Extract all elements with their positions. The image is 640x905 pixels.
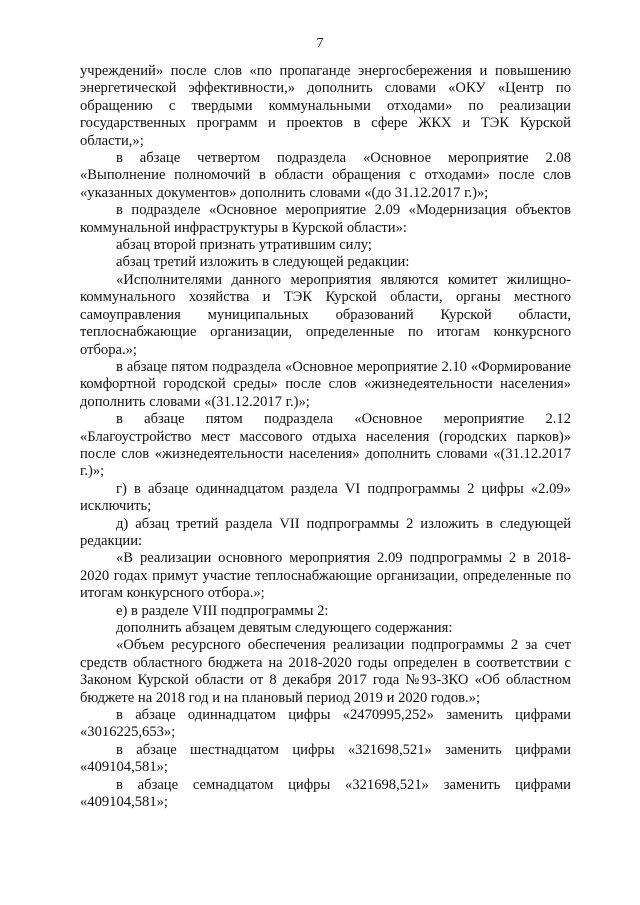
paragraph: в абзаце семнадцатом цифры «321698,521» заменить цифрами «409104,581»; xyxy=(80,776,571,811)
paragraph: «В реализации основного мероприятия 2.09 подпрограммы 2 в 2018-2020 годах примут участие теплоснабжающие организации, определенные по итогам конкурсного отбора.»; xyxy=(80,550,571,602)
paragraph: «Исполнителями данного мероприятия являются комитет жилищно-коммунального хозяйства и ТЭК Курской области, органы местного самоуправления муниципальных образований Курской области, теплоснабжающие организации, определенные по итогам конкурсного отбора.»; xyxy=(80,271,571,358)
paragraph: в абзаце четвертом подраздела «Основное мероприятие 2.08 «Выполнение полномочий в области обращения с отходами» после слов «указанных документов» дополнить словами «(до 31.12.2017 г.)»; xyxy=(80,150,571,201)
paragraph: в подразделе «Основное мероприятие 2.09 «Модернизация объектов коммунальной инфраструктуры в Курской области»: xyxy=(80,202,571,236)
paragraph: абзац второй признать утратившим силу; xyxy=(116,237,372,254)
paragraph: в абзаце пятом подраздела «Основное мероприятие 2.12 «Благоустройство мест массового отдыха населения (городских парков)» после слов «жизнедеятельности населения» дополнить словами «(31.12.2017 г.)»; xyxy=(80,411,571,480)
page-number: 7 xyxy=(316,36,324,51)
paragraph: д) абзац третий раздела VII подпрограммы 2 изложить в следующей редакции: xyxy=(80,515,571,549)
document-body xyxy=(80,63,571,811)
paragraph: «Объем ресурсного обеспечения реализации подпрограммы 2 за счет средств областного бюджета на 2018-2020 годы определен в соответствии с Законом Курской области от 8 декабря 2017 года №93-ЗКО «Об областном бюджете на 2018 год и на плановый период 2019 и 2020 годов.»; xyxy=(80,637,571,706)
paragraph: абзац третий изложить в следующей редакции: xyxy=(116,254,410,271)
paragraph: учреждений» после слов «по пропаганде энергосбережения и повышению энергетической эффективности,» дополнить словами «ОКУ «Центр по обращению с твердыми коммунальными отходами» по реализации государственных программ и проектов в сфере ЖКХ и ТЭК Курской области,»; xyxy=(80,63,571,149)
paragraph: е) в разделе VIII подпрограммы 2: xyxy=(116,602,329,619)
paragraph: в абзаце одиннадцатом цифры «2470995,252» заменить цифрами «3016225,653»; xyxy=(80,707,571,741)
paragraph: дополнить абзацем девятым следующего содержания: xyxy=(116,620,453,636)
paragraph: г) в абзаце одиннадцатом раздела VI подпрограммы 2 цифры «2.09» исключить; xyxy=(80,480,571,515)
paragraph: в абзаце шестнадцатом цифры «321698,521» заменить цифрами «409104,581»; xyxy=(80,741,571,776)
paragraph: в абзаце пятом подраздела «Основное мероприятие 2.10 «Формирование комфортной городской среды» после слов «жизнедеятельности населения» дополнить словами «(31.12.2017 г.)»; xyxy=(80,358,571,410)
